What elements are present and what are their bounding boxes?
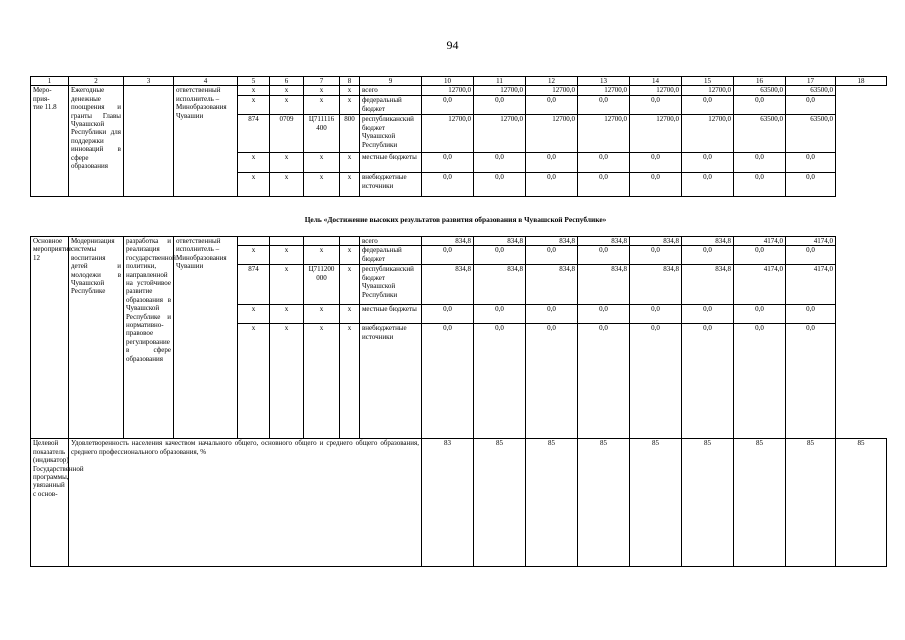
value: 0,0: [630, 305, 682, 324]
cell: x: [238, 324, 270, 439]
item-name: Модернизация системы воспитания детей и молодежи в Чувашской Республике: [69, 237, 124, 439]
value: 834,8: [474, 237, 526, 246]
value: 0,0: [630, 324, 682, 439]
header-cell: 14: [630, 77, 682, 86]
cell: 800: [340, 115, 360, 153]
source: республиканский бюджет Чувашской Республики: [360, 265, 422, 305]
cell: x: [238, 86, 270, 96]
item-name: Ежегодные денежные поощрения и гранты Главы Чувашской Республики для поддержки инноваций в сфере образования: [69, 86, 124, 197]
value: 0,0: [578, 324, 630, 439]
cell: x: [304, 246, 340, 265]
cell: x: [270, 96, 304, 115]
cell: Ц711116 400: [304, 115, 340, 153]
value: 0,0: [578, 173, 630, 197]
item-code: Меро- прия- тие 11.8: [31, 86, 69, 197]
value: 12700,0: [682, 115, 734, 153]
value: 4174,0: [786, 237, 836, 246]
value: 0,0: [734, 246, 786, 265]
value: 0,0: [734, 305, 786, 324]
value: 0,0: [526, 305, 578, 324]
value: 0,0: [682, 324, 734, 439]
value: 0,0: [786, 153, 836, 173]
value: 0,0: [786, 324, 836, 439]
table-row: [31, 237, 887, 246]
cell: x: [304, 86, 340, 96]
indicator-value: 85: [734, 439, 786, 567]
cell: x: [304, 324, 340, 439]
budget-table-section-2: [30, 236, 887, 567]
indicator-value: 85: [682, 439, 734, 567]
cell: x: [340, 153, 360, 173]
value: 0,0: [734, 324, 786, 439]
value: 4174,0: [734, 237, 786, 246]
indicator-value: 85: [526, 439, 578, 567]
value: 0,0: [422, 173, 474, 197]
value: 0,0: [474, 246, 526, 265]
value: 0,0: [630, 153, 682, 173]
value: 834,8: [422, 237, 474, 246]
source: местные бюджеты: [360, 153, 422, 173]
cell: x: [340, 265, 360, 305]
cell: x: [340, 324, 360, 439]
header-cell: 7: [304, 77, 340, 86]
value: 0,0: [474, 305, 526, 324]
header-cell: 2: [69, 77, 124, 86]
value: 834,8: [630, 265, 682, 305]
cell: [304, 237, 340, 246]
value: 12700,0: [474, 86, 526, 96]
header-cell: 5: [238, 77, 270, 86]
cell: x: [304, 153, 340, 173]
cell: Ц711200 000: [304, 265, 340, 305]
value: 0,0: [422, 324, 474, 439]
value: 4174,0: [786, 265, 836, 305]
cell: 874: [238, 115, 270, 153]
value: 0,0: [682, 153, 734, 173]
value: 0,0: [734, 153, 786, 173]
value: 834,8: [578, 237, 630, 246]
value: 0,0: [526, 324, 578, 439]
value: 4174,0: [734, 265, 786, 305]
cell: 874: [238, 265, 270, 305]
value: 0,0: [630, 246, 682, 265]
cell: [340, 237, 360, 246]
value: 63500,0: [734, 115, 786, 153]
value: 12700,0: [422, 115, 474, 153]
cell: x: [340, 246, 360, 265]
cell: x: [270, 324, 304, 439]
value: 0,0: [526, 173, 578, 197]
cell: x: [304, 173, 340, 197]
cell: x: [340, 173, 360, 197]
value: 0,0: [630, 173, 682, 197]
header-cell: 9: [360, 77, 422, 86]
value: 834,8: [526, 237, 578, 246]
cell: x: [238, 173, 270, 197]
source: федеральный бюджет: [360, 246, 422, 265]
value: 63500,0: [786, 115, 836, 153]
value: 63500,0: [786, 86, 836, 96]
source: внебюджетные источники: [360, 173, 422, 197]
header-cell: 10: [422, 77, 474, 86]
indicator-label: Целевой показатель (индикатор) Государственной программы, увязанный с основ-: [31, 439, 69, 567]
table-row: [31, 86, 887, 96]
header-cell: 8: [340, 77, 360, 86]
header-cell: 11: [474, 77, 526, 86]
cell: x: [238, 153, 270, 173]
cell: x: [270, 305, 304, 324]
value: 0,0: [578, 305, 630, 324]
value: 0,0: [526, 153, 578, 173]
value: 0,0: [422, 305, 474, 324]
value: 834,8: [422, 265, 474, 305]
value: 0,0: [474, 324, 526, 439]
value: 0,0: [682, 96, 734, 115]
value: 0,0: [734, 96, 786, 115]
indicator-value: 85: [836, 439, 887, 567]
cell: x: [270, 173, 304, 197]
value: 12700,0: [526, 115, 578, 153]
cell: x: [238, 96, 270, 115]
indicator-value: 83: [422, 439, 474, 567]
value: 0,0: [630, 96, 682, 115]
value: 0,0: [526, 96, 578, 115]
value: 834,8: [474, 265, 526, 305]
value: 0,0: [786, 246, 836, 265]
value: 0,0: [422, 96, 474, 115]
value: 0,0: [786, 173, 836, 197]
cell: x: [340, 305, 360, 324]
header-cell: 17: [786, 77, 836, 86]
source: внебюджетные источники: [360, 324, 422, 439]
cell: x: [270, 153, 304, 173]
header-row: [31, 77, 887, 86]
value: 834,8: [682, 237, 734, 246]
value: 834,8: [578, 265, 630, 305]
value: 63500,0: [734, 86, 786, 96]
value: 12700,0: [630, 115, 682, 153]
value: 0,0: [682, 173, 734, 197]
value: 12700,0: [422, 86, 474, 96]
value: 0,0: [422, 153, 474, 173]
cell: [270, 237, 304, 246]
item-executor: ответственный исполнитель – Минобразования Чувашии: [174, 86, 238, 197]
indicator-value: 85: [786, 439, 836, 567]
goal-heading: Цель «Достижение высоких результатов развития образования в Чувашской Республике»: [304, 215, 607, 224]
header-cell: 4: [174, 77, 238, 86]
source: федеральный бюджет: [360, 96, 422, 115]
value: 0,0: [578, 96, 630, 115]
value: 0,0: [786, 305, 836, 324]
header-cell: 18: [836, 77, 887, 86]
header-cell: 15: [682, 77, 734, 86]
source: всего: [360, 237, 422, 246]
indicator-value: 85: [474, 439, 526, 567]
header-cell: 1: [31, 77, 69, 86]
value: 834,8: [630, 237, 682, 246]
value: 0,0: [526, 246, 578, 265]
cell: x: [304, 96, 340, 115]
item-goal: [124, 86, 174, 197]
header-cell: 13: [578, 77, 630, 86]
page-number: 94: [446, 38, 459, 52]
value: 0,0: [578, 246, 630, 265]
cell: x: [270, 265, 304, 305]
value: 0,0: [578, 153, 630, 173]
cell: x: [270, 246, 304, 265]
value: 834,8: [682, 265, 734, 305]
value: 0,0: [474, 96, 526, 115]
indicator-row: [31, 439, 887, 567]
value: 12700,0: [682, 86, 734, 96]
value: 0,0: [786, 96, 836, 115]
header-cell: 16: [734, 77, 786, 86]
cell: x: [270, 86, 304, 96]
value: 0,0: [682, 305, 734, 324]
cell: x: [340, 96, 360, 115]
source: республиканский бюджет Чувашской Республики: [360, 115, 422, 153]
value: 0,0: [474, 153, 526, 173]
value: 0,0: [474, 173, 526, 197]
cell: x: [340, 86, 360, 96]
value: 0,0: [422, 246, 474, 265]
header-cell: 12: [526, 77, 578, 86]
value: 12700,0: [578, 115, 630, 153]
indicator-value: 85: [630, 439, 682, 567]
value: 12700,0: [578, 86, 630, 96]
item-goal: разработка и реализация государственной политики, направленной на устойчивое развитие образования в Чувашской Республике и нормативно-правовое регулирование в сфере образования: [124, 237, 174, 439]
value: 0,0: [734, 173, 786, 197]
cell: x: [238, 305, 270, 324]
header-cell: 6: [270, 77, 304, 86]
budget-table-section-1: [30, 76, 887, 197]
source: местные бюджеты: [360, 305, 422, 324]
cell: [238, 237, 270, 246]
item-executor: ответственный исполнитель – Минобразования Чувашии: [174, 237, 238, 439]
cell: x: [304, 305, 340, 324]
value: 12700,0: [630, 86, 682, 96]
value: 0,0: [682, 246, 734, 265]
value: 834,8: [526, 265, 578, 305]
indicator-text: Удовлетворенность населения качеством начального общего, основного общего и среднего общего образования, среднего профессионального образования, %: [69, 439, 422, 567]
value: 12700,0: [474, 115, 526, 153]
value: 12700,0: [526, 86, 578, 96]
cell: 0709: [270, 115, 304, 153]
source: всего: [360, 86, 422, 96]
indicator-value: 85: [578, 439, 630, 567]
item-code: Основное мероприятие 12: [31, 237, 69, 439]
cell: x: [238, 246, 270, 265]
header-cell: 3: [124, 77, 174, 86]
